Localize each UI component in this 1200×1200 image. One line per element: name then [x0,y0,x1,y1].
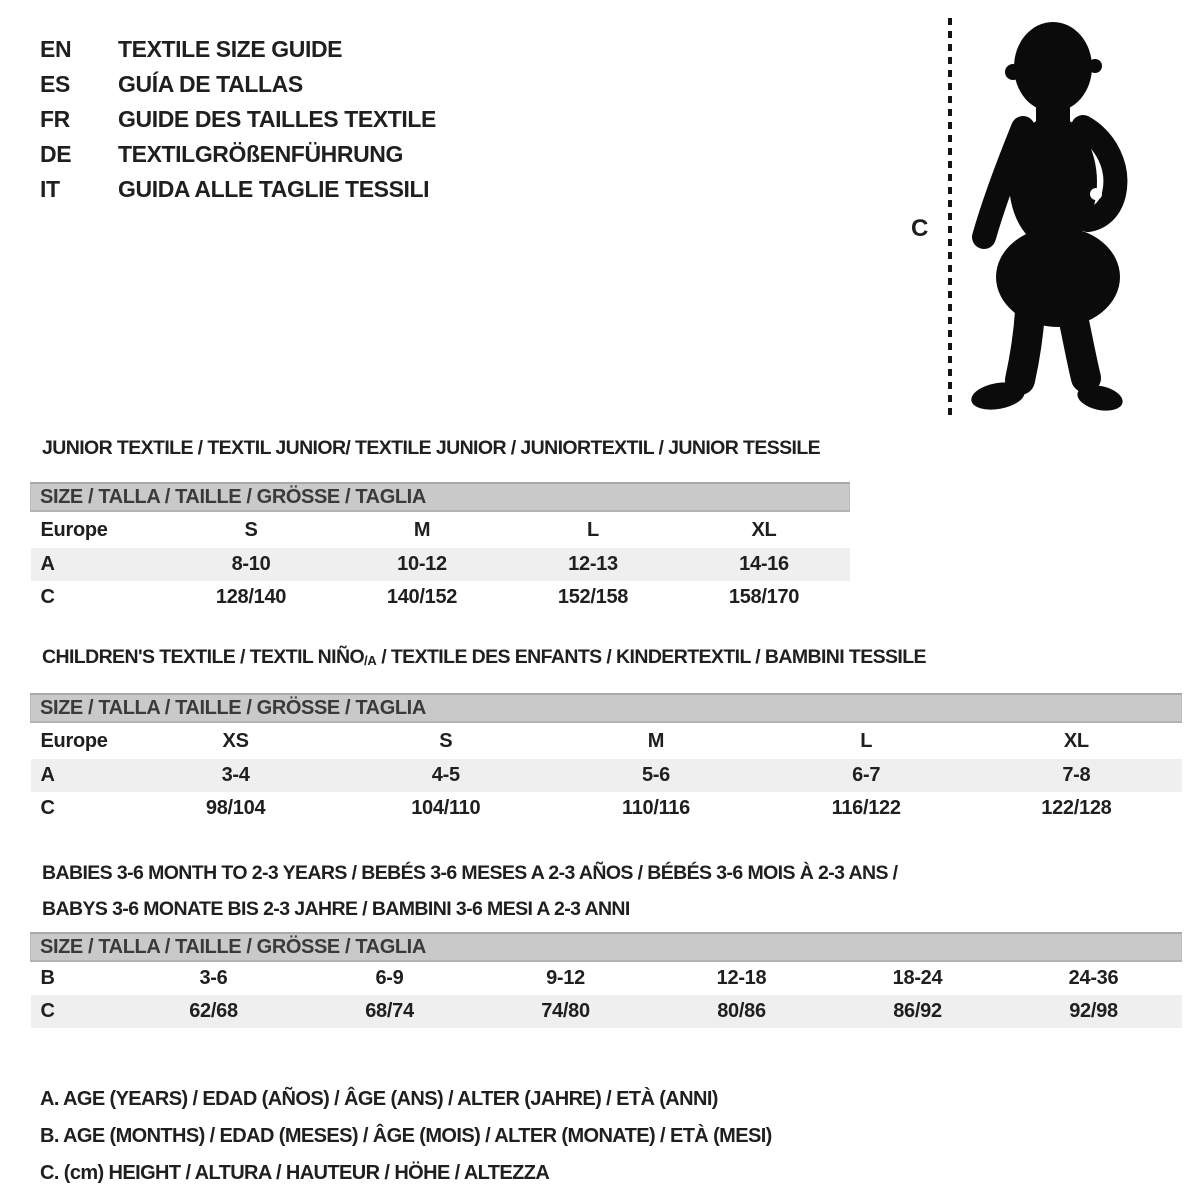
legend-line-c: C. (cm) HEIGHT / ALTURA / HAUTEUR / HÖHE / ALTEZZA [40,1162,550,1184]
legend-line-a: A. AGE (YEARS) / EDAD (AÑOS) / ÂGE (ANS) / ALTER (JAHRE) / ETÀ (ANNI) [40,1088,718,1110]
section-title-line2: BABYS 3-6 MONATE BIS 2-3 JAHRE / BAMBINI 3-6 MESI A 2-3 ANNI [42,898,630,920]
size-value: 104/110 [411,797,481,819]
table-row [31,961,1182,995]
section-babies-textile [30,855,1200,1028]
table-row [31,722,1182,759]
table-row [31,581,850,614]
height-measure-dashed-line [948,18,952,418]
size-value: S [439,729,453,752]
size-value: 9-12 [546,967,585,989]
language-title: GUIDE DES TAILLES TEXTILE [118,106,436,132]
size-value: XL [751,518,777,541]
size-value: 158/170 [728,586,800,608]
language-code: ES [40,71,70,97]
table-row [31,511,850,548]
junior-size-table [30,482,850,614]
size-value: 5-6 [641,764,670,786]
table-header-bar: SIZE / TALLA / TAILLE / GRÖSSE / TAGLIA [31,933,1182,961]
size-value: 6-7 [852,764,881,786]
row-label: C [40,797,55,819]
section-title-text: / TEXTILE DES ENFANTS / KINDERTEXTIL / BAMBINI TESSILE [376,646,926,668]
table-row [31,759,1182,792]
size-value: 74/80 [541,1000,590,1022]
size-value: L [587,518,599,541]
size-value: 6-9 [375,967,404,989]
size-value: 68/74 [365,1000,414,1022]
size-value: L [860,729,873,752]
section-title: JUNIOR TEXTILE / TEXTIL JUNIOR/ TEXTILE JUNIOR / JUNIORTEXTIL / JUNIOR TESSILE [42,437,821,459]
size-value: 80/86 [717,1000,766,1022]
section-childrens-textile [30,647,1200,825]
babies-size-table [30,932,1182,1028]
size-value: 92/98 [1069,1000,1118,1022]
table-row [31,548,850,581]
size-value: 98/104 [205,797,266,819]
size-value: 8-10 [231,553,271,575]
size-value: 10-12 [397,553,447,575]
language-title: TEXTILE SIZE GUIDE [118,36,343,62]
language-code: IT [40,176,60,202]
row-label: C [40,1000,55,1022]
legend [40,1081,1200,1192]
size-value: 12-13 [568,553,618,575]
row-label: A [40,553,55,575]
size-value: 86/92 [893,1000,942,1022]
size-value: 140/152 [386,586,458,608]
size-value: 7-8 [1062,764,1091,786]
size-value: XS [222,729,249,752]
size-value: 3-4 [221,764,250,786]
language-title: TEXTILGRÖßENFÜHRUNG [118,141,403,167]
size-value: S [244,518,258,541]
size-value: 14-16 [739,553,789,575]
row-label: B [40,967,55,989]
size-value: M [647,729,665,752]
section-junior-textile [30,438,1200,614]
section-title-text: CHILDREN'S TEXTILE / TEXTIL NIÑO [42,646,365,668]
measure-label-c: C [911,215,929,242]
table-row [31,995,1182,1028]
children-size-table [30,693,1182,825]
size-value: 122/128 [1041,797,1112,819]
size-value: 24-36 [1068,967,1119,989]
language-title: GUÍA DE TALLAS [118,71,303,97]
row-label: Europe [40,518,108,541]
table-header-bar: SIZE / TALLA / TAILLE / GRÖSSE / TAGLIA [31,483,850,511]
legend-line-b: B. AGE (MONTHS) / EDAD (MESES) / ÂGE (MOIS) / ALTER (MONATE) / ETÀ (MESI) [40,1125,772,1147]
size-value: XL [1063,729,1089,752]
size-value: 128/140 [215,586,287,608]
row-label: Europe [40,729,108,752]
size-value: M [413,518,431,541]
size-value: 152/158 [557,586,629,608]
size-value: 110/116 [621,797,690,819]
toddler-silhouette-icon [968,22,1130,415]
size-value: 4-5 [431,764,460,786]
language-title: GUIDA ALLE TAGLIE TESSILI [118,176,430,202]
language-code: EN [40,36,72,62]
section-title-line1: BABIES 3-6 MONTH TO 2-3 YEARS / BEBÉS 3-6 MESES A 2-3 AÑOS / BÉBÉS 3-6 MOIS À 2-3 ANS / [42,862,898,884]
size-value: 116/122 [831,797,901,819]
size-value: 18-24 [892,967,943,989]
section-title [42,855,1200,927]
table-row [31,792,1182,825]
row-label: C [40,586,55,608]
size-value: 3-6 [199,967,228,989]
language-code: FR [40,106,70,132]
language-code: DE [40,141,72,167]
size-value: 12-18 [716,967,767,989]
table-header-bar: SIZE / TALLA / TAILLE / GRÖSSE / TAGLIA [31,694,1182,722]
section-title-subscript: /A [364,653,377,668]
row-label: A [40,764,55,786]
size-value: 62/68 [189,1000,238,1022]
section-title [42,647,1200,669]
